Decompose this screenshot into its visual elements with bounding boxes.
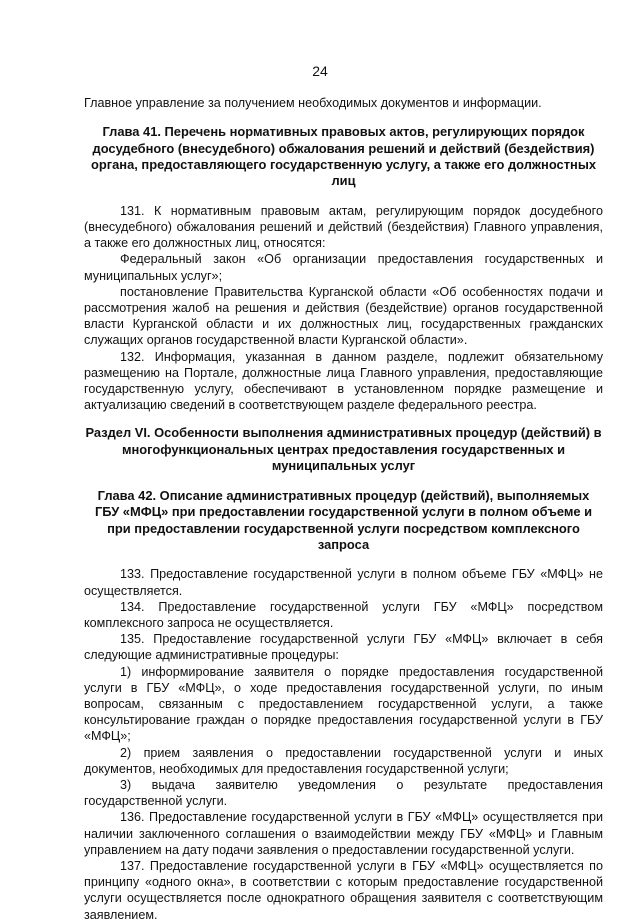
- chapter-41-heading: Глава 41. Перечень нормативных правовых актов, регулирующих порядок досудебного (внесудебного) обжалования решений и действий (бездействия) органа, предоставляющего государственную услугу, а также его должностных лиц: [91, 124, 596, 189]
- section-6-heading: Раздел VI. Особенности выполнения административных процедур (действий) в многофункциональных центрах предоставления государственных и муниципальных услуг: [85, 425, 602, 474]
- document-body: [84, 95, 603, 923]
- paragraph-137: 137. Предоставление государственной услуги в ГБУ «МФЦ» осуществляется по принципу «одного окна», в соответствии с которым предоставление государственной услуги осуществляется после однократного обращения заявителя с соответствующим заявлением.: [84, 858, 603, 922]
- paragraph-131-law: Федеральный закон «Об организации предоставления государственных и муниципальных услуг»;: [84, 252, 603, 283]
- paragraph-133: 133. Предоставление государственной услуги в полном объеме ГБУ «МФЦ» не осуществляется.: [84, 567, 603, 598]
- paragraph-134: 134. Предоставление государственной услуги ГБУ «МФЦ» посредством комплексного запроса не осуществляется.: [84, 599, 603, 630]
- paragraph-132: 132. Информация, указанная в данном разделе, подлежит обязательному размещению на Портале, должностные лица Главного управления, предоставляющие государственную услугу, обеспечивают в установленном порядке размещение и актуализацию сведений в соответствующем разделе федерального реестра.: [84, 349, 603, 413]
- paragraph-intro: Главное управление за получением необходимых документов и информации.: [84, 96, 542, 110]
- page-number: 24: [312, 63, 328, 79]
- paragraph-135-item-3: 3) выдача заявителю уведомления о результате предоставления государственной услуги.: [84, 777, 603, 809]
- paragraph-135: 135. Предоставление государственной услуги ГБУ «МФЦ» включает в себя следующие административные процедуры:: [84, 632, 603, 663]
- chapter-42-heading: Глава 42. Описание административных процедур (действий), выполняемых ГБУ «МФЦ» при предоставлении государственной услуги в полном объеме и при предоставлении государственной услуги посредством комплексного запроса: [94, 487, 593, 552]
- paragraph-131-decree: постановление Правительства Курганской области «Об особенностях подачи и рассмотрения жалоб на решения и действия (бездействие) органов государственной власти Курганской области и их должностных лиц, государственных гражданских служащих органов государственной власти Курганской области».: [84, 284, 603, 348]
- paragraph-131: 131. К нормативным правовым актам, регулирующим порядок досудебного (внесудебного) обжалования решений и действий (бездействия) Главного управления, а также его должностных лиц, относятся:: [84, 203, 603, 251]
- paragraph-135-item-2: 2) прием заявления о предоставлении государственной услуги и иных документов, необходимых для предоставления государственной услуги;: [84, 745, 603, 776]
- paragraph-135-item-1: 1) информирование заявителя о порядке предоставления государственной услуги в ГБУ «МФЦ», о ходе предоставления государственной услуги, по иным вопросам, связанным с предоставлением государственной услуги, а также консультирование граждан о порядке предоставления государственной услуги в ГБУ «МФЦ»;: [84, 664, 603, 744]
- paragraph-136: 136. Предоставление государственной услуги в ГБУ «МФЦ» осуществляется при наличии заключенного соглашения о взаимодействии между ГБУ «МФЦ» и Главным управлением на дату подачи заявления о предоставлении государственной услуги.: [84, 810, 603, 857]
